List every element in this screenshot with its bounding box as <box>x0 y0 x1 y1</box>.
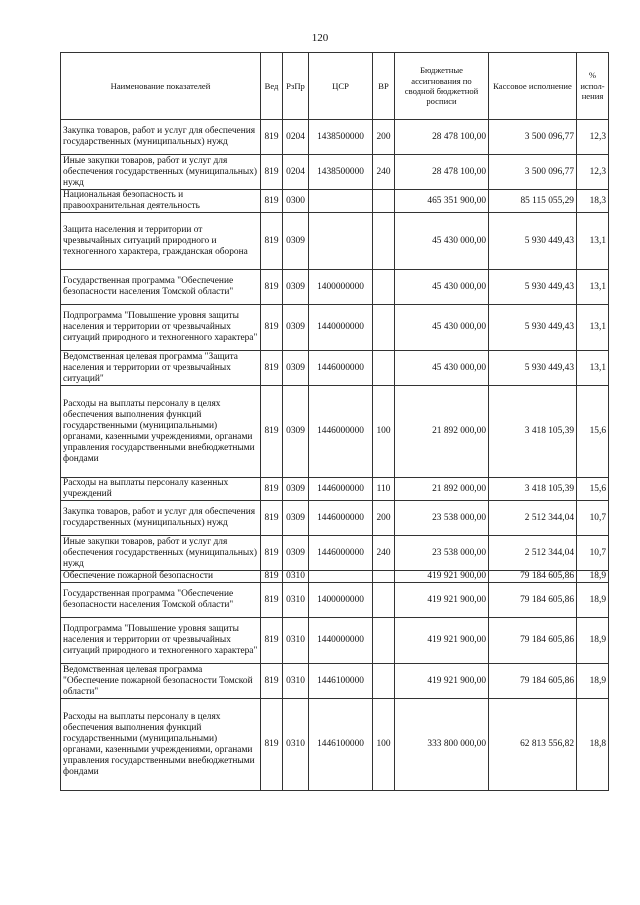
row-assignments: 465 351 900,00 <box>395 190 489 213</box>
row-name: Иные закупки товаров, работ и услуг для обеспечения государственных (муниципальных) нужд <box>61 155 261 190</box>
row-assignments: 45 430 000,00 <box>395 351 489 386</box>
row-assignments: 419 921 900,00 <box>395 571 489 583</box>
row-assignments: 21 892 000,00 <box>395 478 489 501</box>
row-vr <box>373 305 395 351</box>
table-row <box>61 120 609 155</box>
row-execution-percent: 18,9 <box>577 664 609 699</box>
row-vr <box>373 213 395 270</box>
row-rzpr: 0310 <box>283 583 309 618</box>
row-cash-execution: 5 930 449,43 <box>489 351 577 386</box>
row-ved: 819 <box>261 536 283 571</box>
row-assignments: 28 478 100,00 <box>395 120 489 155</box>
row-name: Закупка товаров, работ и услуг для обеспечения государственных (муниципальных) нужд <box>61 120 261 155</box>
table-row <box>61 190 609 213</box>
row-ved: 819 <box>261 120 283 155</box>
row-rzpr: 0309 <box>283 501 309 536</box>
row-rzpr: 0309 <box>283 351 309 386</box>
row-ved: 819 <box>261 571 283 583</box>
row-rzpr: 0309 <box>283 478 309 501</box>
page-number: 120 <box>311 32 329 44</box>
row-execution-percent: 10,7 <box>577 501 609 536</box>
row-cash-execution: 79 184 605,86 <box>489 664 577 699</box>
row-name: Ведомственная целевая программа "Обеспечение пожарной безопасности Томской области" <box>61 664 261 699</box>
table-row <box>61 571 609 583</box>
row-cash-execution: 5 930 449,43 <box>489 270 577 305</box>
row-assignments: 45 430 000,00 <box>395 213 489 270</box>
row-name: Закупка товаров, работ и услуг для обеспечения государственных (муниципальных) нужд <box>61 501 261 536</box>
row-assignments: 45 430 000,00 <box>395 270 489 305</box>
row-csr: 1400000000 <box>309 270 373 305</box>
row-execution-percent: 15,6 <box>577 386 609 478</box>
row-vr: 110 <box>373 478 395 501</box>
row-cash-execution: 62 813 556,82 <box>489 699 577 791</box>
row-ved: 819 <box>261 501 283 536</box>
row-name: Подпрограмма "Повышение уровня защиты населения и территории от чрезвычайных ситуаций природного и техногенного характера" <box>61 618 261 664</box>
row-cash-execution: 3 418 105,39 <box>489 478 577 501</box>
row-vr <box>373 618 395 664</box>
row-csr: 1446000000 <box>309 501 373 536</box>
table-row <box>61 270 609 305</box>
row-cash-execution: 79 184 605,86 <box>489 571 577 583</box>
row-rzpr: 0310 <box>283 699 309 791</box>
row-name: Государственная программа "Обеспечение безопасности населения Томской области" <box>61 270 261 305</box>
row-rzpr: 0309 <box>283 305 309 351</box>
row-csr: 1438500000 <box>309 120 373 155</box>
row-csr: 1438500000 <box>309 155 373 190</box>
row-cash-execution: 79 184 605,86 <box>489 583 577 618</box>
row-name: Государственная программа "Обеспечение безопасности населения Томской области" <box>61 583 261 618</box>
row-cash-execution: 5 930 449,43 <box>489 305 577 351</box>
row-csr: 1440000000 <box>309 618 373 664</box>
budget-execution-table <box>60 52 609 791</box>
row-execution-percent: 18,9 <box>577 583 609 618</box>
header-execution-percent: % испол-нения <box>577 53 609 120</box>
row-assignments: 21 892 000,00 <box>395 386 489 478</box>
header-csr: ЦСР <box>309 53 373 120</box>
row-csr: 1440000000 <box>309 305 373 351</box>
row-assignments: 23 538 000,00 <box>395 501 489 536</box>
row-rzpr: 0309 <box>283 270 309 305</box>
row-rzpr: 0309 <box>283 386 309 478</box>
row-rzpr: 0204 <box>283 120 309 155</box>
row-ved: 819 <box>261 478 283 501</box>
row-csr <box>309 213 373 270</box>
table-row <box>61 305 609 351</box>
row-assignments: 45 430 000,00 <box>395 305 489 351</box>
row-csr <box>309 190 373 213</box>
row-name: Национальная безопасность и правоохранительная деятельность <box>61 190 261 213</box>
table-body <box>61 120 609 791</box>
table-row <box>61 351 609 386</box>
row-vr <box>373 190 395 213</box>
row-cash-execution: 85 115 055,29 <box>489 190 577 213</box>
row-ved: 819 <box>261 305 283 351</box>
row-rzpr: 0204 <box>283 155 309 190</box>
row-csr: 1446000000 <box>309 536 373 571</box>
row-vr: 240 <box>373 155 395 190</box>
row-cash-execution: 3 418 105,39 <box>489 386 577 478</box>
table-row <box>61 155 609 190</box>
row-csr: 1446000000 <box>309 351 373 386</box>
row-execution-percent: 18,9 <box>577 618 609 664</box>
row-csr <box>309 571 373 583</box>
row-execution-percent: 12,3 <box>577 155 609 190</box>
row-vr: 240 <box>373 536 395 571</box>
row-assignments: 419 921 900,00 <box>395 664 489 699</box>
row-cash-execution: 2 512 344,04 <box>489 501 577 536</box>
row-cash-execution: 3 500 096,77 <box>489 155 577 190</box>
row-execution-percent: 13,1 <box>577 213 609 270</box>
row-vr: 200 <box>373 501 395 536</box>
row-name: Расходы на выплаты персоналу в целях обеспечения выполнения функций государственными (муниципальными) органами, казенными учреждениями, органами управления государственными внебюджетными фондами <box>61 699 261 791</box>
row-name: Подпрограмма "Повышение уровня защиты населения и территории от чрезвычайных ситуаций природного и техногенного характера" <box>61 305 261 351</box>
row-rzpr: 0310 <box>283 664 309 699</box>
header-cash-execution: Кассовое исполнение <box>489 53 577 120</box>
header-name: Наименование показателей <box>61 53 261 120</box>
row-assignments: 23 538 000,00 <box>395 536 489 571</box>
row-name: Защита населения и территории от чрезвычайных ситуаций природного и техногенного характера, гражданская оборона <box>61 213 261 270</box>
table-header-row <box>61 53 609 120</box>
row-execution-percent: 18,9 <box>577 571 609 583</box>
row-ved: 819 <box>261 386 283 478</box>
table-row <box>61 664 609 699</box>
row-csr: 1446100000 <box>309 664 373 699</box>
table-row <box>61 583 609 618</box>
row-ved: 819 <box>261 583 283 618</box>
row-name: Обеспечение пожарной безопасности <box>61 571 261 583</box>
row-name: Расходы на выплаты персоналу казенных учреждений <box>61 478 261 501</box>
row-execution-percent: 12,3 <box>577 120 609 155</box>
header-vr: ВР <box>373 53 395 120</box>
row-name: Расходы на выплаты персоналу в целях обеспечения выполнения функций государственными (муниципальными) органами, казенными учреждениями, органами управления государственными внебюджетными фондами <box>61 386 261 478</box>
row-execution-percent: 18,3 <box>577 190 609 213</box>
row-vr: 100 <box>373 386 395 478</box>
row-rzpr: 0309 <box>283 213 309 270</box>
row-assignments: 419 921 900,00 <box>395 583 489 618</box>
row-ved: 819 <box>261 190 283 213</box>
row-assignments: 419 921 900,00 <box>395 618 489 664</box>
row-ved: 819 <box>261 270 283 305</box>
row-assignments: 28 478 100,00 <box>395 155 489 190</box>
table-row <box>61 618 609 664</box>
row-vr <box>373 664 395 699</box>
row-ved: 819 <box>261 155 283 190</box>
table-row <box>61 536 609 571</box>
row-name: Иные закупки товаров, работ и услуг для обеспечения государственных (муниципальных) нужд <box>61 536 261 571</box>
table-row <box>61 386 609 478</box>
row-vr: 200 <box>373 120 395 155</box>
row-vr <box>373 270 395 305</box>
row-cash-execution: 79 184 605,86 <box>489 618 577 664</box>
table-row <box>61 699 609 791</box>
row-execution-percent: 15,6 <box>577 478 609 501</box>
row-vr <box>373 351 395 386</box>
table-row <box>61 478 609 501</box>
row-execution-percent: 10,7 <box>577 536 609 571</box>
row-execution-percent: 18,8 <box>577 699 609 791</box>
row-execution-percent: 13,1 <box>577 305 609 351</box>
table-row <box>61 213 609 270</box>
row-ved: 819 <box>261 699 283 791</box>
row-vr <box>373 571 395 583</box>
row-execution-percent: 13,1 <box>577 270 609 305</box>
row-csr: 1400000000 <box>309 583 373 618</box>
row-csr: 1446000000 <box>309 386 373 478</box>
row-ved: 819 <box>261 618 283 664</box>
header-assignments: Бюджетные ассигнования по сводной бюджетной росписи <box>395 53 489 120</box>
row-cash-execution: 2 512 344,04 <box>489 536 577 571</box>
header-ved: Вед <box>261 53 283 120</box>
row-csr: 1446100000 <box>309 699 373 791</box>
row-assignments: 333 800 000,00 <box>395 699 489 791</box>
row-rzpr: 0300 <box>283 190 309 213</box>
row-vr <box>373 583 395 618</box>
row-ved: 819 <box>261 213 283 270</box>
row-rzpr: 0310 <box>283 618 309 664</box>
row-ved: 819 <box>261 351 283 386</box>
header-rzpr: РзПр <box>283 53 309 120</box>
row-ved: 819 <box>261 664 283 699</box>
row-rzpr: 0310 <box>283 571 309 583</box>
row-rzpr: 0309 <box>283 536 309 571</box>
row-csr: 1446000000 <box>309 478 373 501</box>
row-execution-percent: 13,1 <box>577 351 609 386</box>
row-vr: 100 <box>373 699 395 791</box>
row-cash-execution: 5 930 449,43 <box>489 213 577 270</box>
row-cash-execution: 3 500 096,77 <box>489 120 577 155</box>
table-row <box>61 501 609 536</box>
row-name: Ведомственная целевая программа "Защита населения и территории от чрезвычайных ситуаций" <box>61 351 261 386</box>
